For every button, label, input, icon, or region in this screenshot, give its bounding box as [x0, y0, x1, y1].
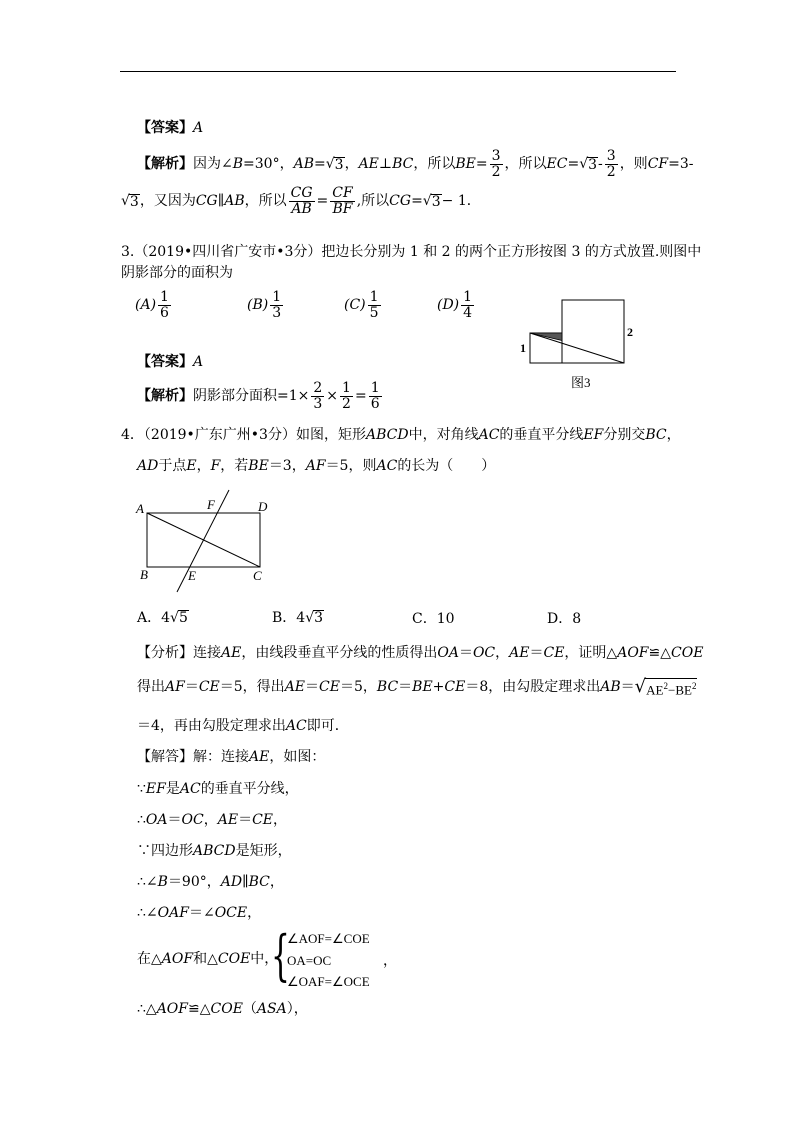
- system-eq-3: ∠OAF=∠OCE: [287, 974, 370, 989]
- text: ＝: [184, 679, 199, 695]
- text: ＝∠: [188, 905, 215, 921]
- text: ＝: [620, 679, 635, 695]
- figure-caption: 图3: [571, 375, 591, 390]
- text: +: [432, 679, 445, 695]
- denominator: 2: [342, 395, 351, 412]
- text: CE: [319, 679, 340, 695]
- fraction: [368, 290, 381, 320]
- option-label: (C): [344, 297, 366, 313]
- q3-option-d: [437, 287, 476, 323]
- q2-analysis-line2: [121, 183, 481, 219]
- text: AB: [224, 193, 245, 209]
- text: ∴∠: [137, 874, 158, 890]
- text: 于点: [158, 458, 187, 474]
- text: F: [210, 458, 221, 474]
- numerator: CG: [290, 184, 313, 201]
- text: BE: [248, 458, 269, 474]
- text: =: [313, 156, 326, 172]
- text: ，: [344, 156, 359, 172]
- q4-option-a: [137, 610, 189, 625]
- sqrt-sign: √: [121, 193, 130, 209]
- text: OC: [472, 645, 496, 661]
- answer-tag: 【答案】: [137, 120, 193, 136]
- text: AE: [249, 749, 270, 765]
- text: AE: [358, 156, 379, 172]
- superscript: 2: [663, 680, 668, 691]
- numerator: 1: [463, 288, 473, 305]
- q4-step-5: [137, 906, 261, 920]
- q3-analysis-line: [137, 378, 384, 414]
- numerator: 3: [606, 147, 616, 164]
- fraction: [490, 149, 503, 179]
- fraction: [461, 290, 474, 320]
- text: −BE: [668, 682, 692, 698]
- label-b: B: [140, 567, 148, 582]
- text: EF: [145, 781, 166, 797]
- text: ×: [326, 388, 339, 404]
- q4-fenxi-line2: [137, 673, 697, 701]
- text: AF: [165, 679, 185, 695]
- text: OCE: [214, 905, 248, 921]
- numerator: 1: [342, 379, 351, 396]
- text: − 1．: [441, 193, 481, 209]
- denominator: 2: [491, 163, 501, 180]
- text: ＝: [167, 812, 182, 828]
- text: ＝: [529, 645, 544, 661]
- fraction: [289, 186, 315, 216]
- text: AOF: [161, 951, 194, 967]
- text: 【分析】连接: [137, 645, 221, 661]
- text: 因为∠: [193, 156, 233, 172]
- text: ，证明△: [564, 645, 618, 661]
- denominator: BF: [332, 200, 353, 217]
- denominator: 2: [606, 163, 616, 180]
- text: AC: [376, 458, 398, 474]
- text: BE: [455, 156, 476, 172]
- radicand: [645, 678, 697, 696]
- fraction: [330, 186, 354, 216]
- system-eq-2: OA=OC: [287, 953, 332, 968]
- q4-step-7: [137, 1002, 308, 1016]
- q4-step-6: [137, 952, 278, 966]
- text: COE: [217, 951, 251, 967]
- text: CE: [252, 812, 273, 828]
- sqrt-sign: √: [305, 609, 315, 626]
- superscript: 2: [691, 680, 697, 691]
- text: COE: [671, 645, 704, 661]
- text: ，所以: [504, 156, 547, 172]
- q2-answer-line: [137, 121, 203, 135]
- text: B: [232, 156, 244, 172]
- text: 在△: [137, 951, 162, 967]
- text: =: [354, 388, 367, 404]
- text: CF: [647, 156, 669, 172]
- text: EF: [583, 427, 604, 443]
- q3-option-c: [344, 287, 383, 323]
- text: ），: [286, 1001, 308, 1017]
- q3-answer-line: [137, 355, 203, 369]
- q4-option-d: D．8: [547, 611, 582, 627]
- q4-stem-line2: [137, 459, 495, 473]
- numerator: 1: [370, 379, 380, 396]
- text: =: [316, 193, 329, 209]
- text: AC: [179, 781, 201, 797]
- left-brace: {: [271, 924, 290, 987]
- analysis-tag: 【解析】: [137, 388, 193, 404]
- text: 是矩形，: [235, 843, 292, 859]
- text: =30°，: [243, 156, 294, 172]
- sqrt-sign: √: [579, 156, 589, 172]
- denominator: 6: [370, 395, 380, 412]
- numerator: 2: [313, 379, 323, 396]
- text: ，若: [220, 458, 249, 474]
- text: AB: [600, 679, 621, 695]
- text: ，: [247, 905, 262, 921]
- q4-step-1: [137, 782, 299, 796]
- text: ⊥: [378, 156, 393, 172]
- text: 得出: [137, 679, 165, 695]
- text: B: [157, 874, 168, 890]
- text: ，: [269, 874, 284, 890]
- system-eq-1: ∠AOF=∠COE: [287, 931, 370, 946]
- text: ,所以: [356, 193, 390, 209]
- text: ∥: [242, 874, 249, 890]
- text: AC: [478, 427, 500, 443]
- text: AOF: [617, 645, 649, 661]
- text: =3-: [668, 156, 694, 172]
- text: ，所以: [413, 156, 456, 172]
- label-f: F: [207, 497, 215, 512]
- q4-step-4: [137, 875, 284, 889]
- system-comma: ，: [383, 953, 397, 969]
- answer-value: A: [193, 120, 204, 136]
- denominator: 4: [463, 304, 473, 321]
- denominator: 3: [313, 395, 323, 412]
- text: ∴△: [137, 1001, 157, 1017]
- figure-3: [515, 295, 645, 395]
- text: ，: [666, 427, 681, 443]
- label-c: C: [253, 568, 262, 583]
- text: ＝8，由勾股定理求出: [465, 679, 601, 695]
- q4-step-3: [137, 844, 292, 858]
- text: ≌△: [648, 645, 672, 661]
- text: E: [186, 458, 197, 474]
- analysis-tag: 【解析】: [137, 156, 193, 172]
- denominator: 6: [160, 304, 169, 321]
- text: ∴: [137, 812, 146, 828]
- label-side-1: 1: [520, 341, 526, 355]
- radicand: 3: [314, 610, 324, 626]
- text: 的长为（ ）: [397, 458, 496, 474]
- text: ，: [196, 458, 211, 474]
- denominator: AB: [291, 200, 312, 217]
- text: ＝5，则: [325, 458, 377, 474]
- text: ≌△: [188, 1001, 211, 1017]
- sqrt-sign: √: [634, 676, 647, 697]
- label-e: E: [188, 568, 196, 583]
- header-rule: [120, 71, 676, 72]
- text: AD: [220, 874, 243, 890]
- option-label: (D): [437, 297, 460, 313]
- text: 分别交: [603, 427, 646, 443]
- radicand: 5: [178, 610, 188, 626]
- numerator: 1: [160, 288, 169, 305]
- text: ABCD: [193, 843, 236, 859]
- text: EC: [546, 156, 568, 172]
- text: AC: [285, 718, 307, 734]
- text: COE: [210, 1001, 243, 1017]
- text: BE: [412, 679, 433, 695]
- option-label: (A): [135, 297, 157, 313]
- option-text: A．4: [137, 609, 171, 626]
- q4-option-b: [272, 610, 324, 625]
- text: ，: [203, 812, 218, 828]
- text: 中，: [250, 951, 279, 967]
- text: ＝90°，: [167, 874, 221, 890]
- q3-stem-line2: 阴影部分的面积为: [121, 265, 233, 281]
- text: AE: [217, 812, 239, 828]
- text: CG: [389, 193, 412, 209]
- option-text: B．4: [272, 609, 306, 626]
- numerator: 3: [491, 147, 501, 164]
- q4-fenxi-line1: [137, 646, 703, 660]
- text: ASA: [256, 1001, 287, 1017]
- label-a: A: [136, 501, 144, 516]
- text: ＝: [398, 679, 413, 695]
- sqrt-sign: √: [325, 156, 335, 172]
- text: OC: [181, 812, 204, 828]
- q3-option-a: [135, 287, 173, 323]
- text: AE: [646, 682, 664, 698]
- text: OA: [437, 645, 459, 661]
- fraction: [270, 290, 283, 320]
- text: AE: [509, 645, 530, 661]
- radicand: 3: [431, 193, 441, 210]
- text: =: [567, 156, 580, 172]
- radicand: 3: [129, 193, 139, 210]
- text: ＝: [305, 679, 320, 695]
- text: ∴∠: [137, 905, 158, 921]
- text: =: [475, 156, 488, 172]
- numerator: 1: [272, 288, 282, 305]
- q4-option-c: C．10: [412, 611, 455, 627]
- q4-fenxi-line3: [137, 719, 349, 733]
- text: BC: [645, 427, 667, 443]
- q4-jieda-line: [137, 750, 325, 764]
- text: ，如图：: [269, 749, 326, 765]
- text: 的垂直平分线: [499, 427, 584, 443]
- radicand: 3: [334, 156, 344, 173]
- text: ∵四边形: [137, 843, 193, 859]
- fraction: [340, 381, 353, 411]
- fraction: [158, 290, 171, 320]
- q4-stem-line1: [121, 428, 681, 442]
- q2-analysis-line1: [137, 147, 694, 181]
- text: ABCD: [365, 427, 409, 443]
- text: CG: [195, 193, 218, 209]
- text: ＝3，: [268, 458, 306, 474]
- fraction: [369, 381, 382, 411]
- text: BC: [376, 679, 399, 695]
- numerator: CF: [332, 184, 353, 201]
- solution-tag: 【解答】: [137, 749, 193, 765]
- text: 即可．: [306, 718, 349, 734]
- text: 是: [165, 781, 180, 797]
- denominator: 5: [369, 304, 379, 321]
- text: -: [598, 156, 603, 172]
- text: （: [242, 1001, 257, 1017]
- text: AF: [305, 458, 326, 474]
- text: AE: [284, 679, 306, 695]
- text: 4．（2019•广东广州•3分）如图，矩形: [121, 427, 366, 443]
- bisector-ef: [177, 490, 229, 592]
- text: ＝: [238, 812, 253, 828]
- q3-option-b: [247, 287, 285, 323]
- text: ，: [495, 645, 510, 661]
- text: 中，对角线: [408, 427, 479, 443]
- rectangle-figure: [130, 485, 280, 595]
- text: 的垂直平分线，: [200, 781, 299, 797]
- sqrt-sign: √: [422, 193, 432, 209]
- radicand: 3: [588, 156, 598, 173]
- q3-stem-line1: 3.（2019•四川省广安市•3分）把边长分别为 1 和 2 的两个正方形按图 3 的方式放置.则图中: [121, 244, 702, 260]
- text: ＝: [458, 645, 473, 661]
- text: =: [411, 193, 423, 209]
- text: ，: [273, 812, 287, 828]
- text: ，由线段垂直平分线的性质得出: [241, 645, 438, 661]
- text: CE: [198, 679, 220, 695]
- text: AB: [293, 156, 314, 172]
- text: ，所以: [244, 193, 287, 209]
- label-d: D: [258, 499, 268, 514]
- text: AD: [137, 458, 159, 474]
- fraction: [605, 149, 618, 179]
- text: OA: [145, 812, 168, 828]
- fraction: [311, 381, 324, 411]
- text: AOF: [156, 1001, 188, 1017]
- text: AE: [221, 645, 242, 661]
- text: ＝4，再由勾股定理求出: [137, 718, 286, 734]
- q4-step-2: [137, 813, 287, 827]
- text: CE: [444, 679, 466, 695]
- numerator: 1: [369, 288, 379, 305]
- diagonal-line: [530, 333, 624, 363]
- text: 阴影部分面积=1×: [193, 388, 310, 404]
- denominator: 3: [272, 304, 282, 321]
- text: ＝5，: [339, 679, 377, 695]
- text: ∵: [137, 781, 146, 797]
- text: CE: [543, 645, 565, 661]
- text: 解：连接: [193, 749, 249, 765]
- answer-tag: 【答案】: [137, 354, 193, 370]
- text: ，又因为: [139, 193, 196, 209]
- text: ＝5，得出: [219, 679, 285, 695]
- sqrt-sign: √: [170, 609, 179, 626]
- text: BC: [248, 874, 270, 890]
- text: 和△: [193, 951, 218, 967]
- label-side-2: 2: [627, 325, 633, 339]
- option-label: (B): [247, 297, 269, 313]
- answer-value: A: [193, 354, 204, 370]
- text: OAF: [157, 905, 189, 921]
- text: BC: [392, 156, 414, 172]
- text: ∥: [217, 193, 225, 209]
- text: ，则: [619, 156, 648, 172]
